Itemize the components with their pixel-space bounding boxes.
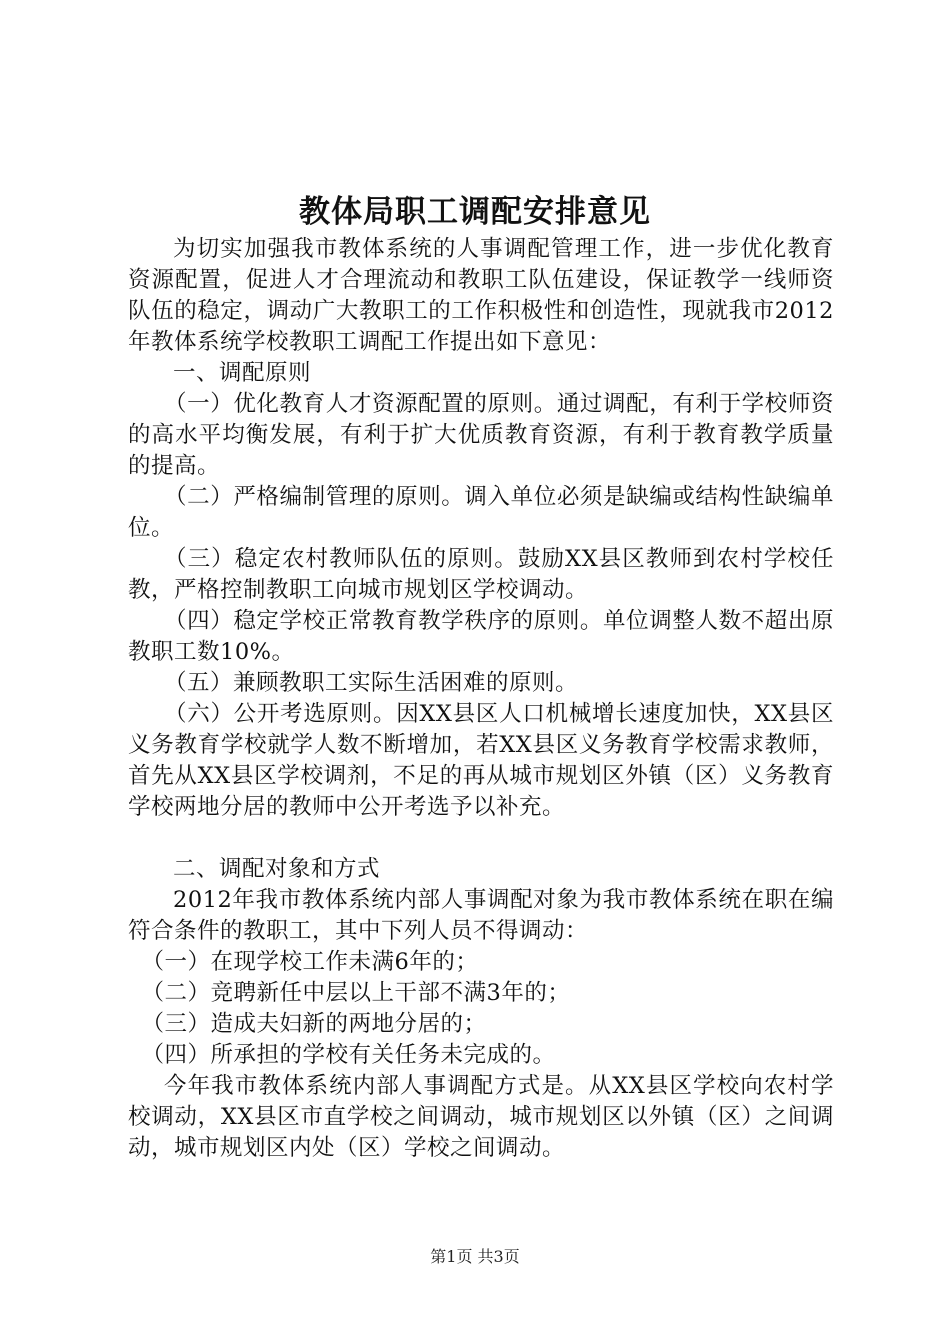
paragraph-principle-4: （四）稳定学校正常教育教学秩序的原则。单位调整人数不超出原教职工数10%。 (128, 608, 834, 665)
section-heading-targets: 二、调配对象和方式 (173, 856, 381, 882)
section-heading-principles: 一、调配原则 (173, 360, 312, 386)
paragraph-principle-5: （五）兼顾教职工实际生活困难的原则。 (164, 670, 579, 696)
paragraph-spacer (128, 823, 834, 854)
paragraph-principle-2: （二）严格编制管理的原则。调入单位必须是缺编或结构性缺编单位。 (128, 484, 834, 541)
paragraph-targets: 2012年我市教体系统内部人事调配对象为我市教体系统在职在编符合条件的教职工，其中下列人员不得调动： (128, 887, 834, 944)
document-body (128, 234, 834, 1164)
paragraph-intro: 为切实加强我市教体系统的人事调配管理工作，进一步优化教育资源配置，促进人才合理流动和教职工队伍建设，保证教学一线师资队伍的稳定，调动广大教职工的工作积极性和创造性，现就我市2012年教体系统学校教职工调配工作提出如下意见： (128, 236, 834, 355)
document-title: 教体局职工调配安排意见 (299, 194, 651, 230)
paragraph-principle-1: （一）优化教育人才资源配置的原则。通过调配，有利于学校师资的高水平均衡发展，有利于扩大优质教育资源，有利于教育教学质量的提高。 (128, 391, 834, 479)
list-item-restriction-2: （二）竞聘新任中层以上干部不满3年的； (141, 980, 571, 1006)
paragraph-methods: 今年我市教体系统内部人事调配方式是。从XX县区学校向农村学校调动，XX县区市直学校之间调动，城市规划区以外镇（区）之间调动，城市规划区内处（区）学校之间调动。 (128, 1073, 834, 1161)
list-item-restriction-1: （一）在现学校工作未满6年的； (141, 949, 479, 975)
paragraph-principle-6: （六）公开考选原则。因XX县区人口机械增长速度加快，XX县区义务教育学校就学人数不断增加，若XX县区义务教育学校需求教师，首先从XX县区学校调剂，不足的再从城市规划区外镇（区）义务教育学校两地分居的教师中公开考选予以补充。 (128, 701, 834, 820)
page-footer: 第1页 共3页 (430, 1247, 520, 1266)
list-item-restriction-3: （三）造成夫妇新的两地分居的； (141, 1011, 487, 1037)
list-item-restriction-4: （四）所承担的学校有关任务未完成的。 (141, 1042, 556, 1068)
paragraph-principle-3: （三）稳定农村教师队伍的原则。鼓励XX县区教师到农村学校任教，严格控制教职工向城市规划区学校调动。 (128, 546, 834, 603)
